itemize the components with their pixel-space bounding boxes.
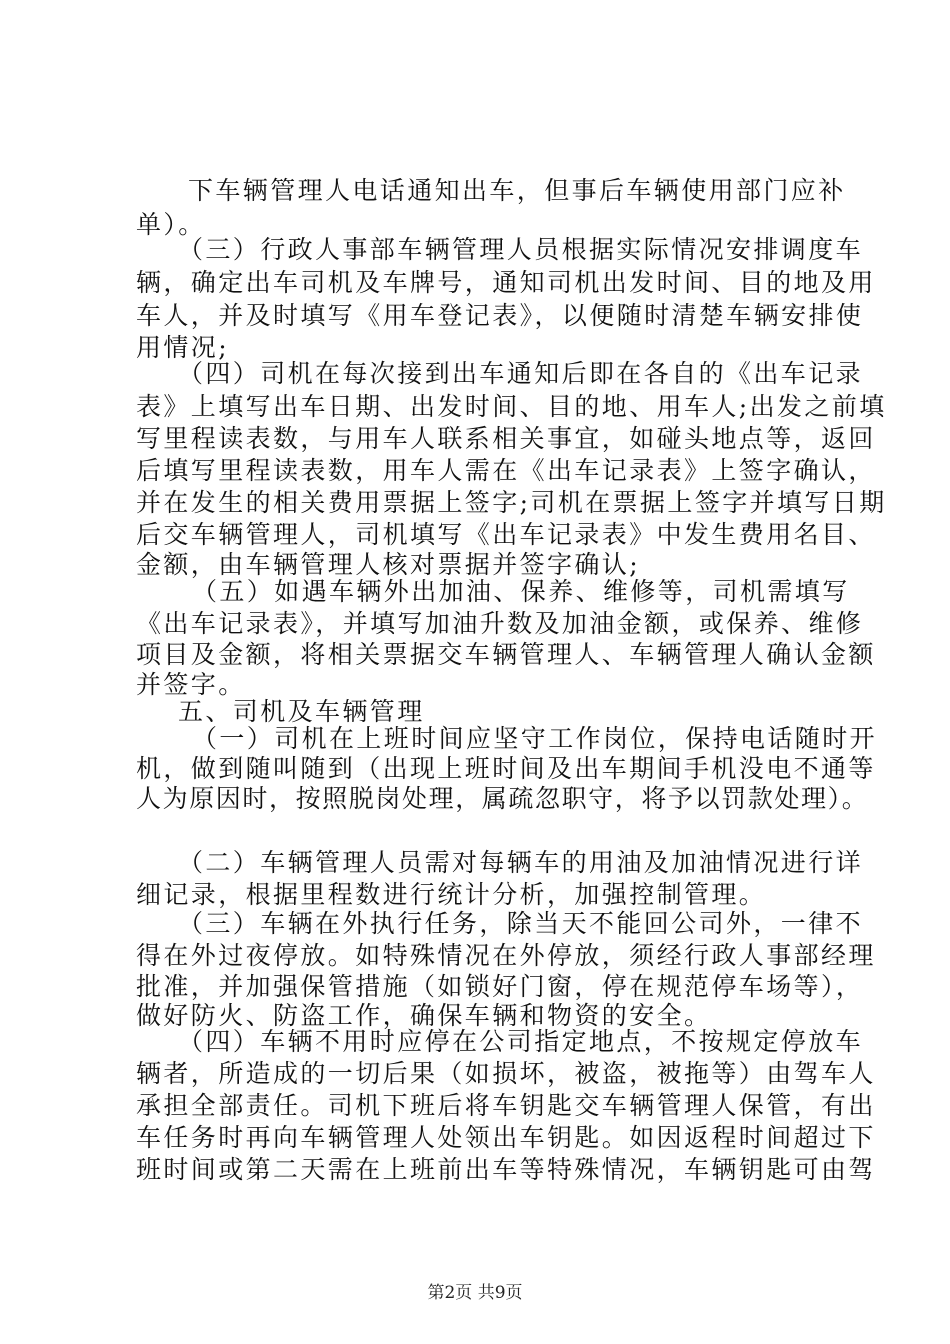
text-line: 车任务时再向车辆管理人处领出车钥匙。如因返程时间超过下 <box>136 1123 876 1152</box>
text-line: 并在发生的相关费用票据上签字;司机在票据上签字并填写日期 <box>136 488 887 517</box>
text-line: 并签字。 <box>136 670 246 699</box>
text-line: 辆者，所造成的一切后果（如损坏，被盗，被拖等）由驾车人 <box>136 1059 876 1088</box>
text-line: 单）。 <box>136 210 206 239</box>
text-line: 班时间或第二天需在上班前出车等特殊情况，车辆钥匙可由驾 <box>136 1155 876 1184</box>
text-line: 写里程读表数，与用车人联系相关事宜，如碰头地点等，返回 <box>136 424 876 453</box>
text-line: 做好防火、防盗工作，确保车辆和物资的安全。 <box>136 1001 712 1030</box>
text-line: 表》上填写出车日期、出发时间、目的地、用车人;出发之前填 <box>136 392 887 421</box>
section-heading: 五、司机及车辆管理 <box>178 697 425 726</box>
text-line: 承担全部责任。司机下班后将车钥匙交车辆管理人保管，有出 <box>136 1091 876 1120</box>
text-line: 得在外过夜停放。如特殊情况在外停放，须经行政人事部经理 <box>136 941 876 970</box>
text-line: 《出车记录表》，并填写加油升数及加油金额，或保养、维修 <box>136 609 864 638</box>
text-line: 后填写里程读表数，用车人需在《出车记录表》上签字确认， <box>136 456 876 485</box>
text-line: （五）如遇车辆外出加油、保养、维修等，司机需填写 <box>192 577 850 606</box>
text-line: 批准，并加强保管措施（如锁好门窗，停在规范停车场等）， <box>136 972 864 1001</box>
text-line: 人为原因时，按照脱岗处理，属疏忽职守，将予以罚款处理）。 <box>136 784 869 813</box>
text-line: 细记录，根据里程数进行统计分析，加强控制管理。 <box>136 880 767 909</box>
page-number-footer: 第2页 共9页 <box>427 1283 523 1303</box>
text-line: 用情况; <box>136 333 230 362</box>
text-line: （一）司机在上班时间应坚守工作岗位，保持电话随时开 <box>192 724 878 753</box>
text-line: 项目及金额，将相关票据交车辆管理人、车辆管理人确认金额 <box>136 640 876 669</box>
text-line: 辆，确定出车司机及车牌号，通知司机出发时间、目的地及用 <box>136 268 876 297</box>
text-line: （三）行政人事部车辆管理人员根据实际情况安排调度车 <box>178 235 864 264</box>
text-line: 机，做到随叫随到（出现上班时间及出车期间手机没电不通等 <box>136 754 876 783</box>
text-line: （四）司机在每次接到出车通知后即在各自的《出车记录 <box>178 359 864 388</box>
text-line: 后交车辆管理人，司机填写《出车记录表》中发生费用名目、 <box>136 520 876 549</box>
text-line: 车人，并及时填写《用车登记表》，以便随时清楚车辆安排使 <box>136 301 864 330</box>
text-line: 下车辆管理人电话通知出车，但事后车辆使用部门应补 <box>188 176 846 205</box>
text-line: 金额，由车辆管理人核对票据并签字确认; <box>136 550 641 579</box>
text-line: （二）车辆管理人员需对每辆车的用油及加油情况进行详 <box>178 848 864 877</box>
text-line: （四）车辆不用时应停在公司指定地点，不按规定停放车 <box>178 1027 864 1056</box>
text-line: （三）车辆在外执行任务，除当天不能回公司外，一律不 <box>178 909 864 938</box>
